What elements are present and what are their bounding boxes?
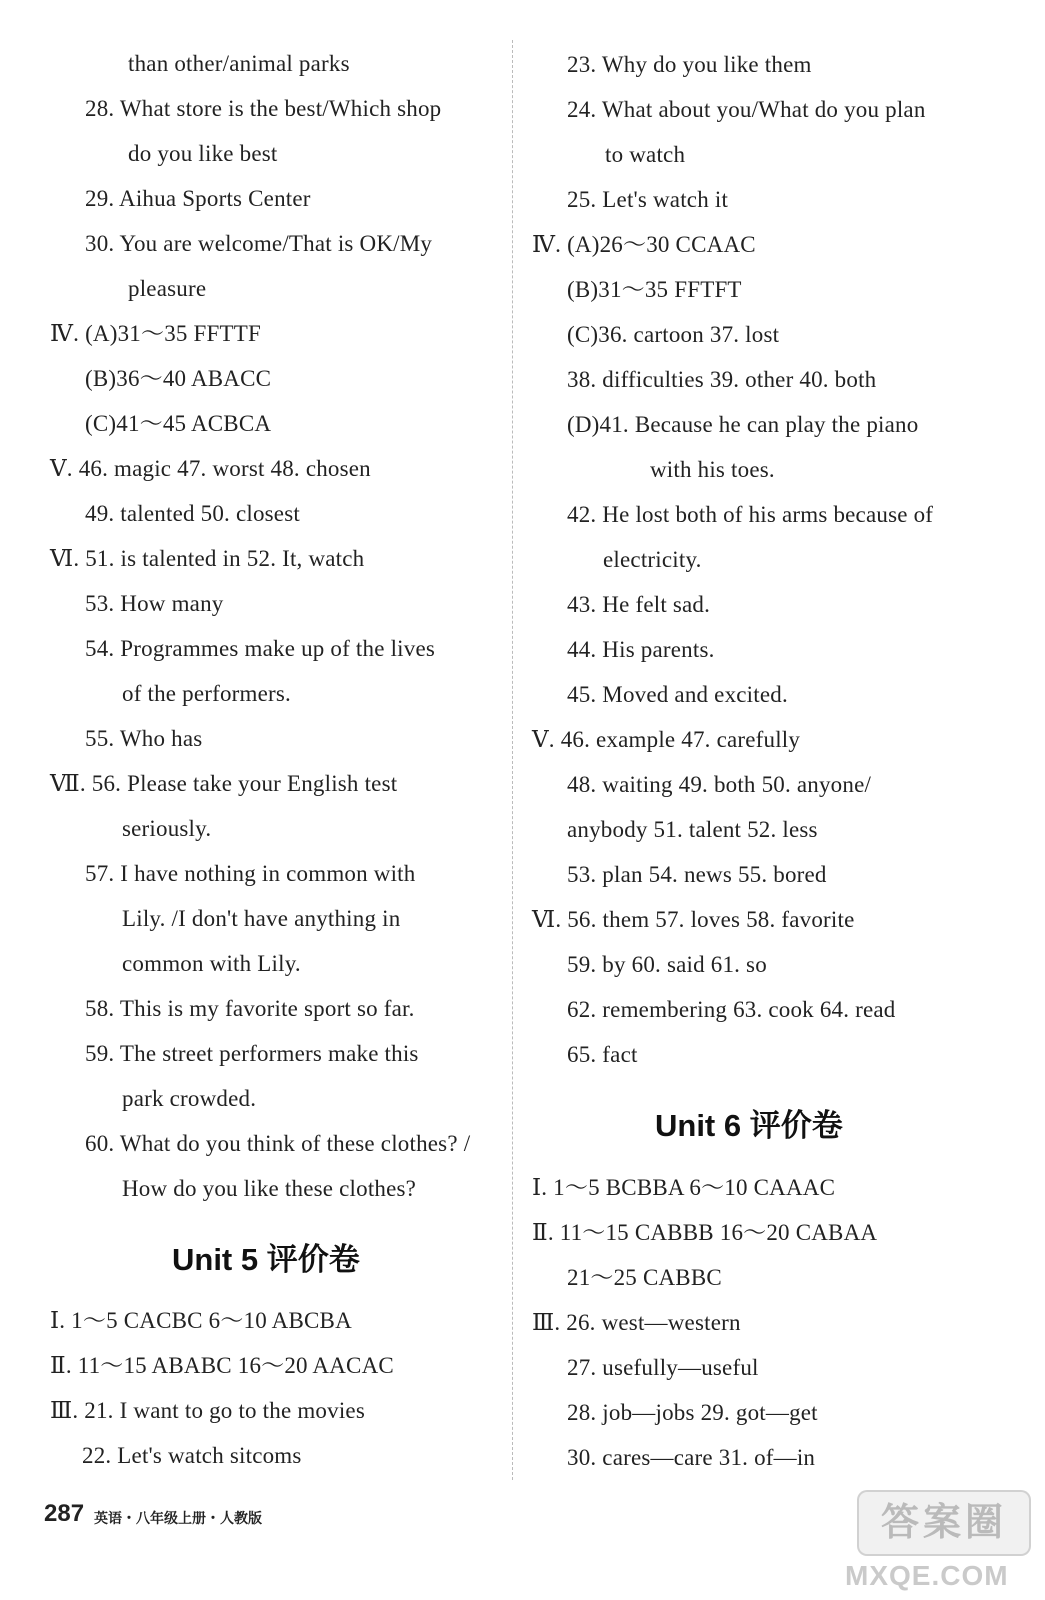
answer-line: 24. What about you/What do you plan (567, 97, 926, 122)
section-line: Ⅲ. 21. I want to go to the movies (50, 1398, 365, 1423)
answer-line: (C)41～45 ACBCA (85, 411, 272, 436)
answer-line: (C)36. cartoon 37. lost (567, 322, 780, 347)
answer-line: (B)36～40 ABACC (85, 366, 272, 391)
answer-line: Lily. /I don't have anything in (122, 906, 401, 931)
column-divider (512, 40, 513, 1480)
answer-line: (D)41. Because he can play the piano (567, 412, 919, 437)
section-line: Ⅶ. 56. Please take your English test (50, 771, 398, 796)
answer-line: 42. He lost both of his arms because of (567, 502, 934, 527)
watermark-url: MXQE.COM (845, 1560, 1009, 1591)
answer-line: 28. job—jobs 29. got—get (567, 1400, 818, 1425)
answer-line: with his toes. (650, 457, 775, 482)
answer-line: anybody 51. talent 52. less (567, 817, 818, 842)
section-line: Ⅳ. (A)31～35 FFTTF (50, 321, 262, 346)
answer-line: 28. What store is the best/Which shop (85, 96, 442, 121)
answer-line: 57. I have nothing in common with (85, 861, 416, 886)
answer-line: 23. Why do you like them (567, 52, 812, 77)
answer-line: 45. Moved and excited. (567, 682, 788, 707)
answer-line: pleasure (128, 276, 207, 301)
answer-line: 65. fact (567, 1042, 638, 1067)
answer-line: 27. usefully—useful (567, 1355, 759, 1380)
answer-line: 44. His parents. (567, 637, 715, 662)
answer-line: 38. difficulties 39. other 40. both (567, 367, 877, 392)
answer-line: 22. Let's watch sitcoms (82, 1443, 302, 1468)
answer-line: 53. How many (85, 591, 224, 616)
answer-line: 30. You are welcome/That is OK/My (85, 231, 433, 256)
unit-5-heading: Unit 5 评价卷 (172, 1242, 360, 1277)
answer-line: 30. cares—care 31. of—in (567, 1445, 816, 1470)
book-info: 英语・八年级上册・人教版 (94, 1511, 262, 1527)
section-line: Ⅴ. 46. example 47. carefully (532, 727, 801, 752)
answer-line: park crowded. (122, 1086, 257, 1111)
answer-line: 58. This is my favorite sport so far. (85, 996, 415, 1021)
answer-line: 48. waiting 49. both 50. anyone/ (567, 772, 872, 797)
answer-line: 21～25 CABBC (567, 1265, 722, 1290)
section-line: Ⅲ. 26. west—western (532, 1310, 741, 1335)
answer-line: (B)31～35 FFTFT (567, 277, 742, 302)
answer-line: 59. The street performers make this (85, 1041, 419, 1066)
unit-6-heading: Unit 6 评价卷 (655, 1108, 843, 1143)
section-line: Ⅰ. 1～5 CACBC 6～10 ABCBA (50, 1308, 352, 1333)
answer-line: 54. Programmes make up of the lives (85, 636, 436, 661)
answer-line: 29. Aihua Sports Center (85, 186, 311, 211)
answer-line: electricity. (603, 547, 702, 572)
answer-line: seriously. (122, 816, 212, 841)
answer-line: of the performers. (122, 681, 292, 706)
answer-line: 59. by 60. said 61. so (567, 952, 767, 977)
answer-line: than other/animal parks (128, 51, 350, 76)
answer-line: to watch (605, 142, 686, 167)
section-line: Ⅴ. 46. magic 47. worst 48. chosen (50, 456, 371, 481)
section-line: Ⅳ. (A)26～30 CCAAC (532, 232, 756, 257)
section-line: Ⅱ. 11～15 ABABC 16～20 AACAC (50, 1353, 394, 1378)
answer-line: 55. Who has (85, 726, 203, 751)
page-number: 287 (44, 1500, 85, 1527)
section-line: Ⅱ. 11～15 CABBB 16～20 CABAA (532, 1220, 878, 1245)
watermark-logo: 答案圈 (857, 1490, 1031, 1556)
answer-line: 53. plan 54. news 55. bored (567, 862, 827, 887)
answer-line: 25. Let's watch it (567, 187, 729, 212)
answer-line: How do you like these clothes? (122, 1176, 417, 1201)
answer-line: 43. He felt sad. (567, 592, 711, 617)
answer-line: 49. talented 50. closest (85, 501, 300, 526)
answer-line: common with Lily. (122, 951, 301, 976)
section-line: Ⅰ. 1～5 BCBBA 6～10 CAAAC (532, 1175, 836, 1200)
answer-line: do you like best (128, 141, 278, 166)
section-line: Ⅵ. 51. is talented in 52. It, watch (50, 546, 365, 571)
answer-line: 62. remembering 63. cook 64. read (567, 997, 896, 1022)
section-line: Ⅵ. 56. them 57. loves 58. favorite (532, 907, 855, 932)
watermark (845, 1490, 1035, 1600)
answer-line: 60. What do you think of these clothes? / (85, 1131, 471, 1156)
